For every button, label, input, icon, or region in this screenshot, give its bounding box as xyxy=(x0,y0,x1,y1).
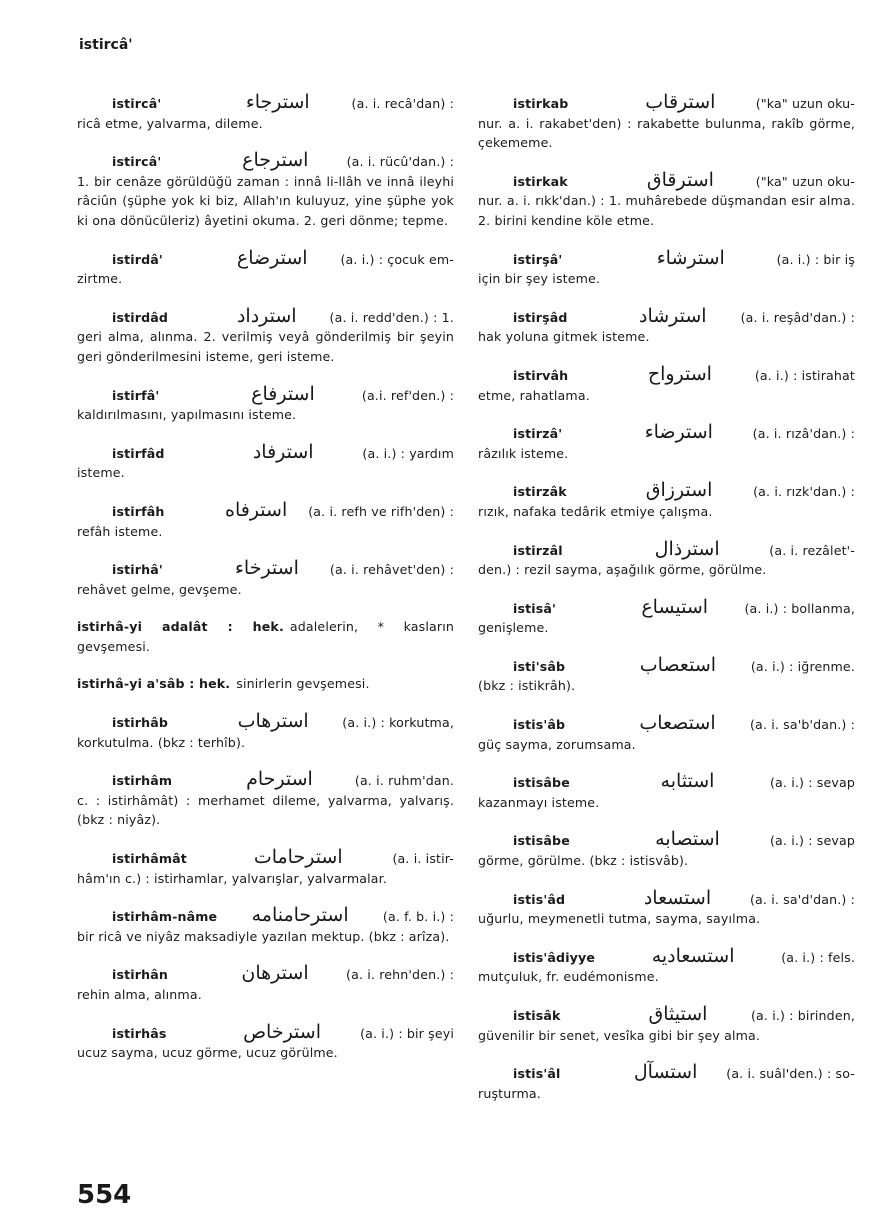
entry-definition: refâh isteme. xyxy=(77,523,163,539)
entry-arabic-script: استيثاق xyxy=(648,1003,708,1025)
entry-definition: adalelerin, * kasların gevşemesi. xyxy=(77,619,454,654)
entry-grammar: (a. i.) : sevap xyxy=(769,775,855,791)
entry-headword: istirzâk xyxy=(513,484,567,500)
entry-headword: istis'âl xyxy=(513,1066,561,1082)
entry-headline xyxy=(478,830,855,851)
entry-definition: hâm'ın c.) : istirhamlar, yalvarışlar, yalvarmalar. xyxy=(77,870,387,886)
entry-headline xyxy=(478,362,855,386)
dictionary-entry xyxy=(77,440,454,483)
entry-headword: istisâ' xyxy=(513,600,557,616)
entry-grammar: (a. i. recâ'dan) : xyxy=(351,96,454,111)
entry-grammar: (a. i.) : korkutma, xyxy=(342,715,454,731)
entry-definition: rızık, nafaka tedârik etmiye çalışma. xyxy=(478,503,713,519)
entry-definition: için bir şey isteme. xyxy=(478,271,601,287)
entry-definition: hak yoluna gitmek isteme. xyxy=(478,329,650,345)
entry-definition: nur. a. i. rıkk'dan.) : 1. muhârebede düşmandan esir alma. 2. birini kendine köle etme. xyxy=(478,193,855,228)
entry-headword: istirkab xyxy=(513,96,569,111)
entry-grammar: (a. i. ruhm'dan. xyxy=(354,773,454,789)
entry-headline xyxy=(77,906,454,927)
dictionary-entry xyxy=(478,1063,855,1103)
entry-arabic-script: استرقاب xyxy=(645,91,716,113)
entry-headword: istirhâm xyxy=(112,773,173,789)
entry-definition: sinirlerin gevşemesi. xyxy=(236,676,370,692)
entry-grammar: (a. i. redd'den.) : 1. xyxy=(329,309,454,325)
entry-headline xyxy=(77,440,454,464)
dictionary-entry xyxy=(478,481,855,521)
entry-grammar: (a. i. istir- xyxy=(392,851,454,867)
entry-arabic-script: استرجاء xyxy=(245,91,310,113)
entry-arabic-script: استرزاق xyxy=(645,479,713,502)
entry-arabic-script: استرذال xyxy=(654,537,720,560)
entry-definition: mutçuluk, fr. eudémonisme. xyxy=(478,969,659,985)
entry-headword: istirhâ-yi adalât : hek. xyxy=(77,619,284,635)
entry-headword: istirhâs xyxy=(112,1025,167,1041)
entry-grammar: (a. i.) : iğrenme. xyxy=(750,658,855,674)
entry-arabic-script: استرشاء xyxy=(656,246,725,269)
entry-arabic-script: استرقاق xyxy=(646,168,714,191)
entry-definition: kazanmayı isteme. xyxy=(478,794,600,810)
entry-arabic-script: استرحام xyxy=(246,768,313,791)
entry-headline xyxy=(478,1005,855,1026)
entry-arabic-script: استرخاص xyxy=(243,1020,321,1043)
entry-headline xyxy=(478,772,855,793)
entry-headline xyxy=(77,498,454,522)
entry-headline xyxy=(77,382,454,406)
entry-headline xyxy=(77,964,454,985)
entry-definition: geri alma, alınma. 2. verilmiş veyâ gönderilmiş bir şeyin geri gönderilmesini isteme, geri isteme. xyxy=(77,329,454,364)
entry-headword: isti'sâb xyxy=(513,658,566,674)
entry-arabic-script: استرحامنامه xyxy=(251,904,349,927)
entry-definition: ruşturma. xyxy=(478,1085,541,1101)
entry-arabic-script: استسعاد xyxy=(643,886,712,909)
page-number: 554 xyxy=(77,1180,132,1210)
entry-headline xyxy=(478,653,855,677)
entry-headline xyxy=(77,712,454,733)
entry-headline xyxy=(478,886,855,910)
entry-grammar: (a. i. reşâd'dan.) : xyxy=(740,309,855,325)
dictionary-entry xyxy=(478,653,855,696)
dictionary-entry xyxy=(478,423,855,463)
entry-headword: istirhâ-yi a'sâb : hek. xyxy=(77,676,231,692)
entry-headword: istirşâd xyxy=(513,309,568,325)
dictionary-entry xyxy=(77,712,454,752)
entry-arabic-script: استصابه xyxy=(655,828,720,851)
entry-arabic-script: استرفاع xyxy=(251,382,315,405)
entry-arabic-script: استرواح xyxy=(647,362,712,385)
entry-headword: istirdâ' xyxy=(112,251,163,267)
entry-arabic-script: استعصاب xyxy=(639,653,717,676)
dictionary-entry xyxy=(478,1005,855,1045)
entry-grammar: (a. i.) : çocuk em- xyxy=(340,251,454,267)
entry-grammar: (a. i. sa'b'dan.) : xyxy=(749,717,855,733)
entry-grammar: ("ka" uzun oku- xyxy=(755,96,855,111)
entry-arabic-script: استرفاه xyxy=(224,498,288,521)
dictionary-entry xyxy=(77,151,454,230)
entry-headword: istircâ' xyxy=(112,154,162,170)
entry-arabic-script: استرحامات xyxy=(253,846,343,869)
entry-headline xyxy=(478,944,855,968)
entry-headword: istisâbe xyxy=(513,833,570,849)
entry-definition: korkutulma. (bkz : terhîb). xyxy=(77,734,246,750)
dictionary-entry xyxy=(77,674,454,694)
entry-headline xyxy=(478,246,855,270)
dictionary-entry xyxy=(478,304,855,347)
entry-headline xyxy=(478,595,855,619)
entry-definition: ricâ etme, yalvarma, dileme. xyxy=(77,115,263,131)
entry-definition: rehâvet gelme, gevşeme. xyxy=(77,581,242,597)
dictionary-entry xyxy=(478,944,855,987)
dictionary-entry xyxy=(478,714,855,754)
entry-definition: 1. bir cenâze görüldüğü zaman : innâ li-llâh ve innâ ileyhi râciûn (şüphe yok ki biz, Allah'ın kuluyuz, yine şüphe yok ki ona dönücüleriz) âyetini okuma. 2. geri dönme; tepme. xyxy=(77,173,454,228)
entry-grammar: (a. i.) : bir iş xyxy=(776,251,855,267)
entry-headword: istirzâ' xyxy=(513,426,563,442)
entry-definition: isteme. xyxy=(77,465,125,481)
entry-headword: istirdâd xyxy=(112,309,169,325)
entry-grammar: (a. i. rızk'dan.) : xyxy=(753,484,855,500)
entry-headline xyxy=(77,304,454,328)
entry-arabic-script: استرداد xyxy=(236,304,297,327)
entry-arabic-script: استصعاب xyxy=(639,712,716,735)
entry-grammar: (a. i. rehâvet'den) : xyxy=(329,562,454,578)
entry-definition: rehin alma, alınma. xyxy=(77,987,202,1002)
entry-headline xyxy=(478,304,855,328)
entry-grammar: (a. i. refh ve rifh'den) : xyxy=(308,503,454,519)
entry-headword: istis'âd xyxy=(513,891,566,907)
dictionary-entry xyxy=(478,93,855,153)
entry-definition: nur. a. i. rakabet'den) : rakabette bulunma, rakîb görme, çekememe. xyxy=(478,115,855,151)
entry-headline xyxy=(478,423,855,444)
entry-grammar: (a. i.) : bir şeyi xyxy=(360,1025,454,1041)
entry-definition: den.) : rezil sayma, aşağılık görme, görülme. xyxy=(478,562,767,578)
entry-headword: istirhâb xyxy=(112,715,169,731)
entry-definition: râzılık isteme. xyxy=(478,445,569,461)
entry-headword: istirhâmât xyxy=(112,851,187,867)
entry-headline xyxy=(478,93,855,114)
entry-paragraph xyxy=(77,617,454,656)
dictionary-entry xyxy=(478,246,855,289)
entry-paragraph xyxy=(77,674,454,694)
entry-headword: istirfâ' xyxy=(112,387,160,403)
entry-grammar: ("ka" uzun oku- xyxy=(755,173,855,189)
dictionary-entry xyxy=(77,964,454,1004)
entry-headline xyxy=(478,168,855,192)
entry-grammar: (a. i.) : bollanma, xyxy=(744,600,855,616)
dictionary-entry xyxy=(77,848,454,888)
entry-arabic-script: استرهاب xyxy=(237,710,309,733)
entry-headline xyxy=(77,93,454,114)
entry-arabic-script: استيساع xyxy=(641,595,709,618)
entry-arabic-script: استرفاد xyxy=(252,440,314,463)
dictionary-entry xyxy=(77,559,454,599)
dictionary-entry xyxy=(77,770,454,830)
entry-headline xyxy=(478,714,855,735)
dictionary-entry xyxy=(478,362,855,405)
entry-definition: güç sayma, zorumsama. xyxy=(478,736,636,752)
entry-grammar: (a. f. b. i.) : xyxy=(382,909,454,925)
dictionary-entry xyxy=(77,1020,454,1063)
dictionary-entry xyxy=(478,830,855,870)
entry-grammar: (a. i. rehn'den.) : xyxy=(346,967,454,983)
entry-definition: (bkz : istikrâh). xyxy=(478,678,576,694)
entry-headline xyxy=(77,1020,454,1044)
entry-headword: istirşâ' xyxy=(513,251,563,267)
entry-arabic-script: استسعاديه xyxy=(651,944,735,967)
entry-arabic-script: استرجاع xyxy=(242,149,309,172)
entry-headline xyxy=(478,481,855,502)
entry-arabic-script: استسآل xyxy=(633,1061,698,1084)
entry-headword: istircâ' xyxy=(112,96,162,111)
entry-headline xyxy=(478,1063,855,1084)
entry-grammar: (a. i. suâl'den.) : so- xyxy=(726,1066,855,1082)
entry-definition: genişleme. xyxy=(478,620,549,636)
entry-definition: kaldırılmasını, yapılmasını isteme. xyxy=(77,407,297,423)
dictionary-entry xyxy=(478,537,855,580)
entry-headword: istirhân xyxy=(112,967,168,983)
dictionary-entry xyxy=(77,906,454,946)
entry-arabic-script: استرضاء xyxy=(644,421,713,444)
entry-arabic-script: استرخاء xyxy=(234,557,299,580)
dictionary-entry xyxy=(77,617,454,656)
entry-grammar: (a. i. rücû'dan.) : xyxy=(346,154,454,170)
entry-headline xyxy=(77,770,454,791)
left-column xyxy=(77,93,454,1081)
entry-definition: c. : istirhâmât) : merhamet dileme, yalvarma, yalvarış. (bkz : niyâz). xyxy=(77,792,454,828)
entry-headword: istirhâm-nâme xyxy=(112,909,218,925)
entry-headline xyxy=(77,559,454,580)
entry-grammar: (a. i.) : yardım xyxy=(362,445,454,461)
entry-headline xyxy=(77,848,454,869)
entry-headword: istisâk xyxy=(513,1008,561,1023)
dictionary-entry xyxy=(478,772,855,812)
entry-grammar: (a. i.) : birinden, xyxy=(750,1008,855,1023)
entry-headword: istisâbe xyxy=(513,775,570,791)
entry-arabic-script: استرضاع xyxy=(236,246,308,269)
dictionary-entry xyxy=(478,886,855,929)
dictionary-entry xyxy=(77,498,454,541)
entry-definition: uğurlu, meymenetli tutma, sayma, sayılma. xyxy=(478,911,761,927)
entry-grammar: (a. i.) : fels. xyxy=(781,949,855,965)
entry-headline xyxy=(478,537,855,561)
entry-grammar: (a. i.) : sevap xyxy=(769,833,855,849)
dictionary-entry xyxy=(478,595,855,638)
entry-headword: istis'âb xyxy=(513,717,566,733)
entry-grammar: (a.i. ref'den.) : xyxy=(361,387,454,403)
entry-headline xyxy=(77,151,454,172)
right-column xyxy=(478,93,855,1121)
entry-arabic-script: استثابه xyxy=(660,770,715,793)
dictionary-entry xyxy=(77,304,454,367)
entry-headline xyxy=(77,246,454,270)
entry-headword: istirzâl xyxy=(513,542,563,558)
entry-definition: etme, rahatlama. xyxy=(478,387,590,403)
entry-headword: istis'âdiyye xyxy=(513,949,596,965)
entry-arabic-script: استرشاد xyxy=(639,304,707,327)
entry-definition: güvenilir bir senet, vesîka gibi bir şey alma. xyxy=(478,1027,761,1043)
entry-headword: istirfâd xyxy=(112,445,165,461)
entry-definition: bir ricâ ve niyâz maksadiyle yazılan mektup. (bkz : arîza). xyxy=(77,928,450,944)
entry-grammar: (a. i. sa'd'dan.) : xyxy=(749,891,855,907)
entry-headword: istirvâh xyxy=(513,367,569,383)
running-head: istircâ' xyxy=(79,37,133,53)
dictionary-entry xyxy=(77,382,454,425)
entry-definition: ucuz sayma, ucuz görme, ucuz görülme. xyxy=(77,1045,338,1061)
entry-headword: istirkak xyxy=(513,173,568,189)
entry-headword: istirfâh xyxy=(112,503,165,519)
entry-definition: görme, görülme. (bkz : istisvâb). xyxy=(478,853,689,869)
dictionary-entry xyxy=(478,168,855,231)
entry-grammar: (a. i. rızâ'dan.) : xyxy=(752,426,855,442)
entry-headword: istirhâ' xyxy=(112,562,163,578)
entry-grammar: (a. i. rezâlet'- xyxy=(769,542,855,558)
entry-definition: zirtme. xyxy=(77,271,123,287)
entry-arabic-script: استرهان xyxy=(241,962,309,985)
dictionary-entry xyxy=(77,93,454,133)
entry-grammar: (a. i.) : istirahat xyxy=(754,367,855,383)
dictionary-entry xyxy=(77,246,454,289)
